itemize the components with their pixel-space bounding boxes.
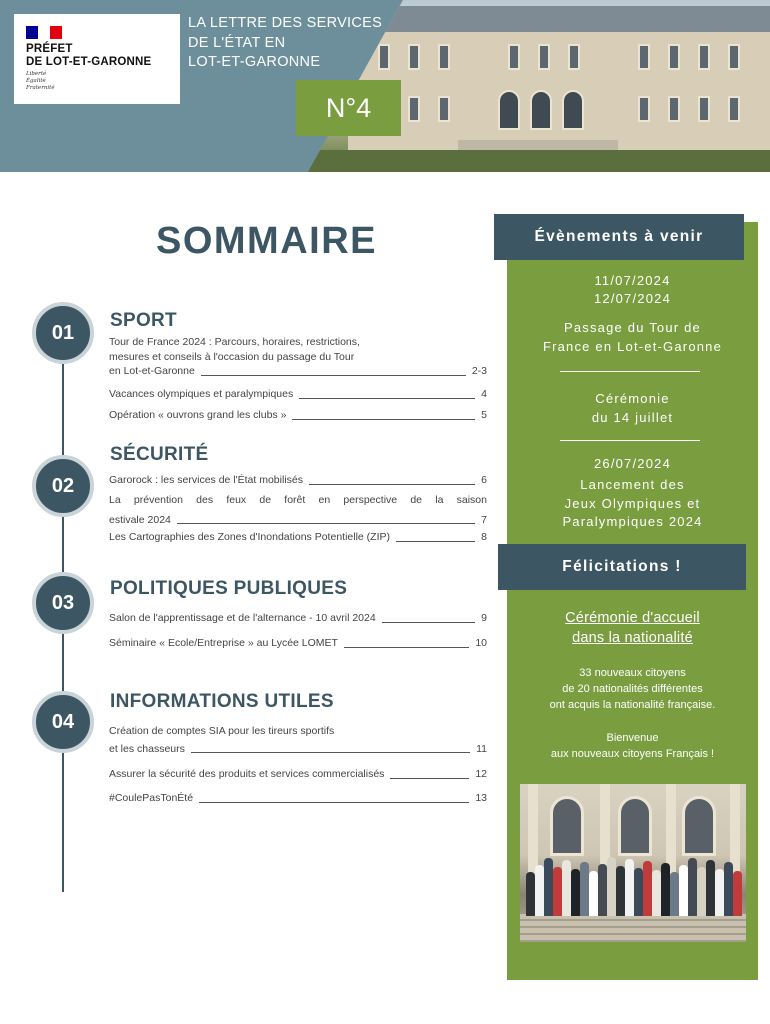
toc-entry-label: Vacances olympiques et paralympiques [109, 388, 294, 400]
photo-person [544, 858, 553, 916]
ceremony-link-line: dans la nationalité [572, 630, 693, 646]
toc-leader-line [309, 484, 475, 485]
photo-window [438, 96, 450, 122]
toc-entry-label: #CoulePasTonÉté [109, 792, 194, 804]
photo-person [535, 865, 544, 916]
toc-leader-line [177, 523, 475, 524]
citizenship-ceremony-photo [520, 784, 746, 942]
header-banner [0, 0, 770, 172]
motto-line: Fraternité [26, 85, 55, 91]
newsletter-title-line: LA LETTRE DES SERVICES [188, 15, 383, 31]
toc-page-number: 13 [475, 792, 487, 804]
motto-line: Égalité [26, 78, 46, 84]
event-description [507, 389, 758, 427]
photo-roof [368, 6, 770, 32]
toc-entry[interactable] [109, 530, 487, 545]
event-description-line: Jeux Olympiques et [564, 495, 701, 511]
photo-door [530, 90, 552, 130]
section-heading-securite: SÉCURITÉ [110, 444, 209, 465]
welcome-line: Bienvenue [606, 732, 659, 744]
photo-window [538, 44, 550, 70]
toc-entry-label: Assurer la sécurité des produits et services commercialisés [109, 768, 385, 780]
section-heading-sport: SPORT [110, 310, 177, 331]
photo-person [697, 867, 706, 916]
event-description-line: du 14 juillet [591, 410, 674, 425]
toc-entry-line: Tour de France 2024 : Parcours, horaires, restrictions, [109, 336, 360, 348]
toc-page-number: 9 [481, 612, 487, 624]
event-description-line: France en Lot-et-Garonne [542, 339, 723, 354]
toc-entry[interactable] [109, 767, 487, 782]
toc-entry[interactable] [109, 636, 487, 651]
prefect-logo [14, 14, 180, 104]
toc-entry-label: en Lot-et-Garonne [109, 365, 195, 377]
congrats-line: de 20 nationalités différentes [562, 683, 703, 695]
photo-window [408, 96, 420, 122]
event-dates [507, 272, 758, 308]
event-description-line: Passage du Tour de [563, 320, 701, 335]
toc-entry-label: Opération « ouvrons grand les clubs » [109, 409, 287, 421]
photo-person [607, 857, 616, 916]
photo-arch [682, 796, 716, 856]
photo-person [670, 872, 679, 916]
motto-line: Liberté [26, 71, 47, 77]
photo-person [679, 865, 688, 916]
event-date: 26/07/2024 [593, 456, 672, 471]
photo-person [715, 869, 724, 916]
photo-person [616, 866, 625, 916]
logo-prefect-line2: DE LOT-ET-GARONNE [26, 56, 152, 68]
photo-person [526, 872, 535, 916]
section-number-badge: 03 [32, 572, 94, 634]
congrats-header: Félicitations ! [498, 544, 746, 590]
photo-person [688, 858, 697, 916]
toc-leader-line [396, 541, 475, 542]
toc-entry-line: mesures et conseils à l'occasion du passage du Tour [109, 350, 355, 363]
section-number-badge: 02 [32, 455, 94, 517]
toc-page-number: 10 [475, 637, 487, 649]
toc-entry-label: et les chasseurs [109, 742, 185, 755]
toc-entry[interactable] [109, 473, 487, 488]
toc-entry-line: Création de comptes SIA pour les tireurs sportifs [109, 725, 335, 737]
congrats-line: 33 nouveaux citoyens [579, 667, 686, 679]
flag-white-stripe [38, 26, 50, 39]
toc-leader-line [382, 622, 475, 623]
congrats-paragraph [507, 665, 758, 713]
toc-entry-label: estivale 2024 [109, 513, 171, 526]
welcome-paragraph [507, 730, 758, 762]
toc-leader-line [191, 752, 470, 753]
photo-person [724, 862, 733, 916]
photo-person [706, 860, 715, 916]
toc-entry-label: Salon de l'apprentissage et de l'alternance - 10 avril 2024 [109, 612, 376, 624]
photo-window [438, 44, 450, 70]
section-number-badge: 04 [32, 691, 94, 753]
photo-person [652, 870, 661, 916]
toc-leader-line [390, 778, 469, 779]
toc-page-number: 6 [481, 474, 487, 486]
section-heading-informations-utiles: INFORMATIONS UTILES [110, 691, 334, 712]
logo-motto [26, 71, 55, 92]
toc-page-number: 11 [476, 742, 487, 755]
toc-leader-line [292, 419, 475, 420]
toc-page-number: 5 [481, 409, 487, 421]
photo-person [598, 864, 607, 916]
event-separator [560, 440, 700, 441]
photo-window [638, 44, 650, 70]
toc-leader-line [201, 375, 466, 376]
congrats-line: ont acquis la nationalité française. [549, 699, 716, 711]
toc-entry[interactable] [109, 611, 487, 626]
toc-entry-label: Séminaire « Ecole/Entreprise » au Lycée LOMET [109, 637, 338, 649]
photo-trees [308, 150, 770, 172]
ceremony-link-line: Cérémonie d'accueil [565, 610, 700, 626]
toc-entry-line: La prévention des feux de forêt en perspective de la saison [109, 494, 487, 506]
event-description [507, 476, 758, 532]
toc-leader-line [299, 398, 475, 399]
toc-entry[interactable] [109, 387, 487, 402]
issue-number-badge: N°4 [296, 80, 401, 136]
ceremony-link[interactable] [507, 608, 758, 648]
photo-window [408, 44, 420, 70]
photo-person [589, 871, 598, 916]
photo-window [728, 44, 740, 70]
toc-entry-label: Garorock : les services de l'État mobilisés [109, 474, 303, 486]
logo-prefect-line1: PRÉFET [26, 43, 73, 55]
event-description [507, 318, 758, 356]
photo-person [562, 860, 571, 916]
photo-person [571, 869, 580, 916]
section-heading-politiques-publiques: POLITIQUES PUBLIQUES [110, 578, 348, 599]
photo-person [580, 862, 589, 916]
toc-entry[interactable] [109, 724, 487, 756]
flag-blue-stripe [26, 26, 38, 39]
photo-window [568, 44, 580, 70]
event-dates [507, 455, 758, 473]
event-description-line: Lancement des [580, 477, 685, 492]
photo-person [634, 868, 643, 916]
toc-page-number: 4 [481, 388, 487, 400]
sommaire-title: SOMMAIRE [156, 220, 377, 262]
flag-red-stripe [50, 26, 62, 39]
photo-arch [618, 796, 652, 856]
toc-entry[interactable] [109, 493, 487, 527]
toc-page-number: 8 [481, 531, 487, 543]
newsletter-title-line: LOT-ET-GARONNE [188, 54, 321, 70]
toc-leader-line [344, 647, 469, 648]
photo-window [668, 96, 680, 122]
events-header: Évènements à venir [494, 214, 744, 260]
section-number-badge: 01 [32, 302, 94, 364]
toc-leader-line [199, 802, 469, 803]
newsletter-title [188, 14, 382, 73]
toc-entry-label: Les Cartographies des Zones d'Inondations Potentielle (ZIP) [109, 531, 390, 543]
photo-window [508, 44, 520, 70]
toc-page-number: 12 [475, 768, 487, 780]
event-date: 12/07/2024 [593, 291, 672, 306]
french-flag-icon [26, 26, 62, 39]
photo-window [668, 44, 680, 70]
photo-person [643, 861, 652, 916]
event-separator [560, 371, 700, 372]
photo-person [625, 859, 634, 916]
toc-page-number: 2-3 [471, 365, 487, 377]
photo-person [553, 867, 562, 916]
event-description-line: Paralympiques 2024 [562, 514, 703, 529]
photo-facade [348, 32, 770, 150]
photo-arch [550, 796, 584, 856]
photo-door [498, 90, 520, 130]
welcome-line: aux nouveaux citoyens Français ! [550, 748, 715, 760]
photo-window [698, 44, 710, 70]
photo-window [638, 96, 650, 122]
event-date: 11/07/2024 [594, 273, 671, 288]
photo-person [733, 871, 742, 916]
toc-entry[interactable] [109, 791, 487, 806]
photo-person [661, 863, 670, 916]
photo-steps [520, 914, 746, 942]
photo-window [698, 96, 710, 122]
toc-page-number: 7 [481, 513, 487, 526]
photo-door [562, 90, 584, 130]
toc-entry[interactable] [109, 335, 487, 379]
photo-window [728, 96, 740, 122]
newsletter-title-line: DE L'ÉTAT EN [188, 34, 286, 51]
toc-entry[interactable] [109, 408, 487, 423]
event-description-line: Cérémonie [595, 391, 670, 406]
